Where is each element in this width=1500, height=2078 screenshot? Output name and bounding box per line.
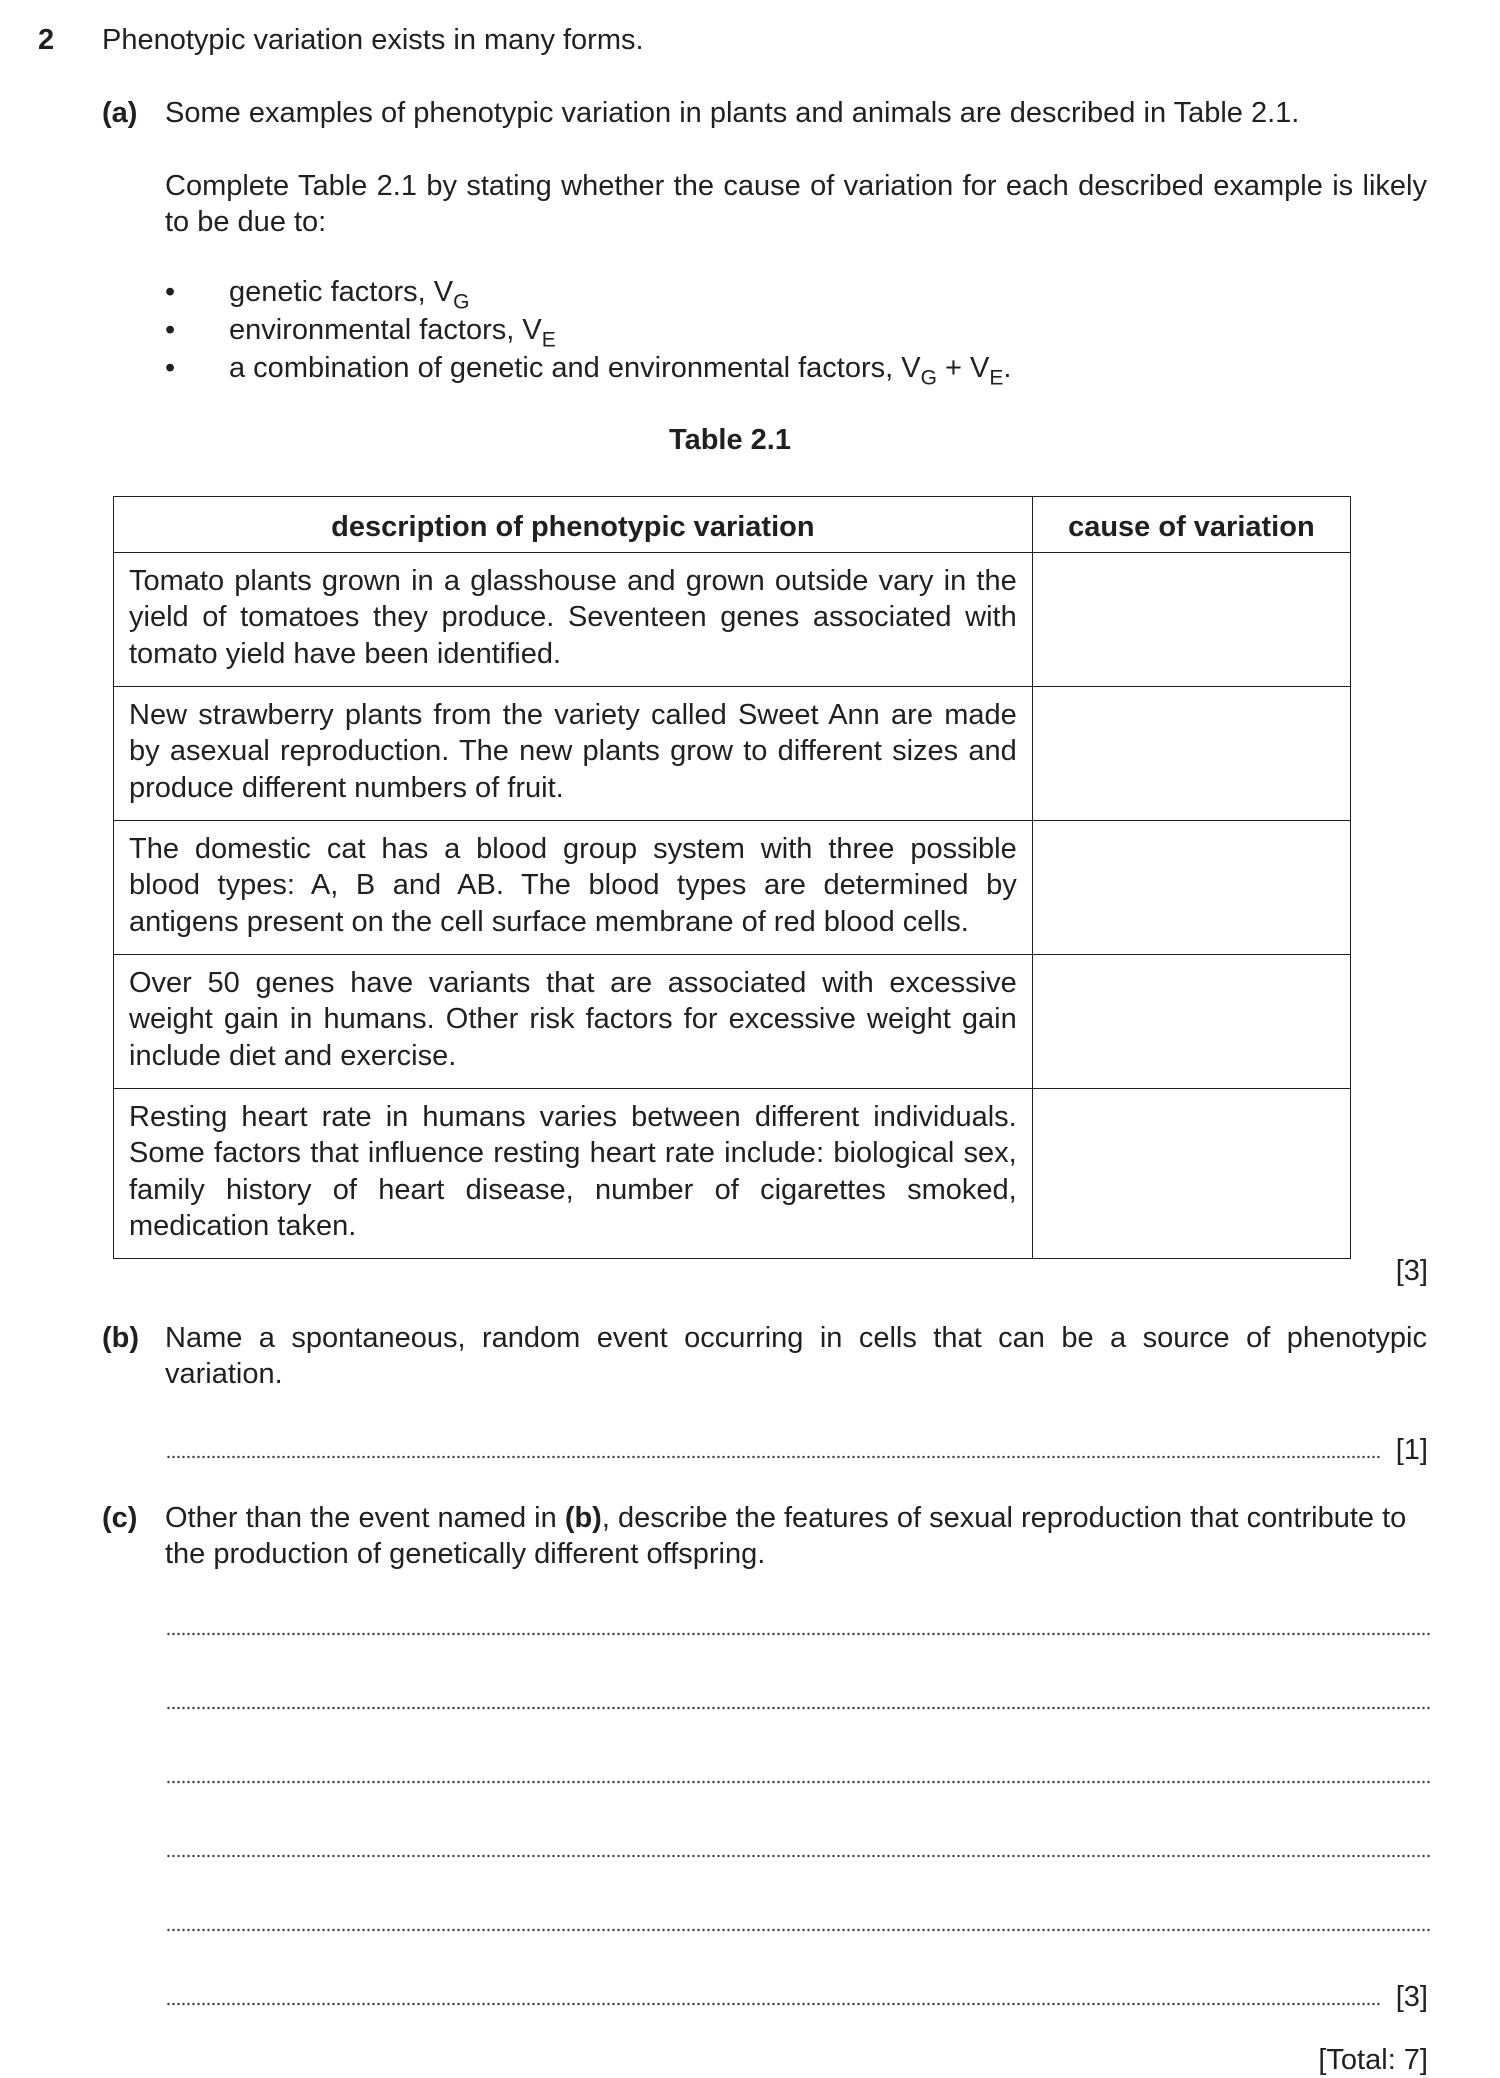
part-b-label: (b) <box>102 1322 140 1354</box>
part-c-answer-line[interactable] <box>166 1928 1432 1932</box>
cause-answer-cell[interactable] <box>1032 821 1350 955</box>
variation-table <box>113 496 1351 1259</box>
table-row <box>114 821 1351 955</box>
part-a-marks: [3] <box>1395 1255 1428 1287</box>
part-c-answer-line[interactable] <box>166 2002 1382 2006</box>
table-row <box>114 955 1351 1089</box>
row-description: The domestic cat has a blood group system with three possible blood types: A, B and AB. The blood types are determined by antigens present on the cell surface membrane of red blood cells. <box>114 821 1033 955</box>
table-row <box>114 1089 1351 1259</box>
table-row <box>114 687 1351 821</box>
table-header-cause: cause of variation <box>1032 497 1350 553</box>
total-marks: [Total: 7] <box>1318 2044 1428 2076</box>
bullet-item-environmental: • environmental factors, $V_E$ <box>165 314 556 352</box>
row-description: Tomato plants grown in a glasshouse and grown outside vary in the yield of tomatoes they produce. Seventeen genes associated with tomato yield have been identified. <box>114 553 1033 687</box>
cause-answer-cell[interactable] <box>1032 1089 1350 1259</box>
table-header-description: description of phenotypic variation <box>114 497 1033 553</box>
row-description: New strawberry plants from the variety called Sweet Ann are made by asexual reproduction. The new plants grow to different sizes and produce different numbers of fruit. <box>114 687 1033 821</box>
cause-answer-cell[interactable] <box>1032 687 1350 821</box>
part-a-instruction: Complete Table 2.1 by stating whether the cause of variation for each described example is likely to be due to: <box>165 170 1427 239</box>
part-b-answer-line[interactable] <box>166 1455 1382 1459</box>
part-b-question: Name a spontaneous, random event occurring in cells that can be a source of phenotypic variation. <box>165 1322 1427 1391</box>
part-c-question: Other than the event named in (b), describe the features of sexual reproduction that contribute to the production of genetically different offspring. <box>165 1502 1407 1571</box>
part-c-marks: [3] <box>1395 1981 1428 2013</box>
part-c-label: (c) <box>102 1502 138 1534</box>
part-c-answer-line[interactable] <box>166 1632 1432 1636</box>
question-number: 2 <box>38 24 55 56</box>
bullet-item-genetic: • genetic factors, $V_G$ <box>165 276 470 314</box>
row-description: Over 50 genes have variants that are associated with excessive weight gain in humans. Other risk factors for excessive weight gain include diet and exercise. <box>114 955 1033 1089</box>
part-a-intro: Some examples of phenotypic variation in plants and animals are described in Table 2.1. <box>165 97 1300 129</box>
cause-answer-cell[interactable] <box>1032 553 1350 687</box>
question-stem: Phenotypic variation exists in many forms. <box>102 24 644 56</box>
bullet-dot: • <box>165 314 176 346</box>
part-c-answer-line[interactable] <box>166 1780 1432 1784</box>
part-c-answer-line[interactable] <box>166 1706 1432 1710</box>
part-c-answer-line[interactable] <box>166 1854 1432 1858</box>
part-b-marks: [1] <box>1395 1434 1428 1466</box>
bullet-dot: • <box>165 352 176 384</box>
table-caption: Table 2.1 <box>669 424 791 456</box>
row-description: Resting heart rate in humans varies between different individuals. Some factors that influence resting heart rate include: biological sex, family history of heart disease, number of cigarettes smoked, medication taken. <box>114 1089 1033 1259</box>
bullet-item-combination: • a combination of genetic and environmental factors, $V_G + V_E$. <box>165 352 1012 390</box>
cause-options-list <box>165 274 1265 388</box>
part-a-label: (a) <box>102 97 138 129</box>
table-row <box>114 553 1351 687</box>
cause-answer-cell[interactable] <box>1032 955 1350 1089</box>
bullet-dot: • <box>165 276 176 308</box>
